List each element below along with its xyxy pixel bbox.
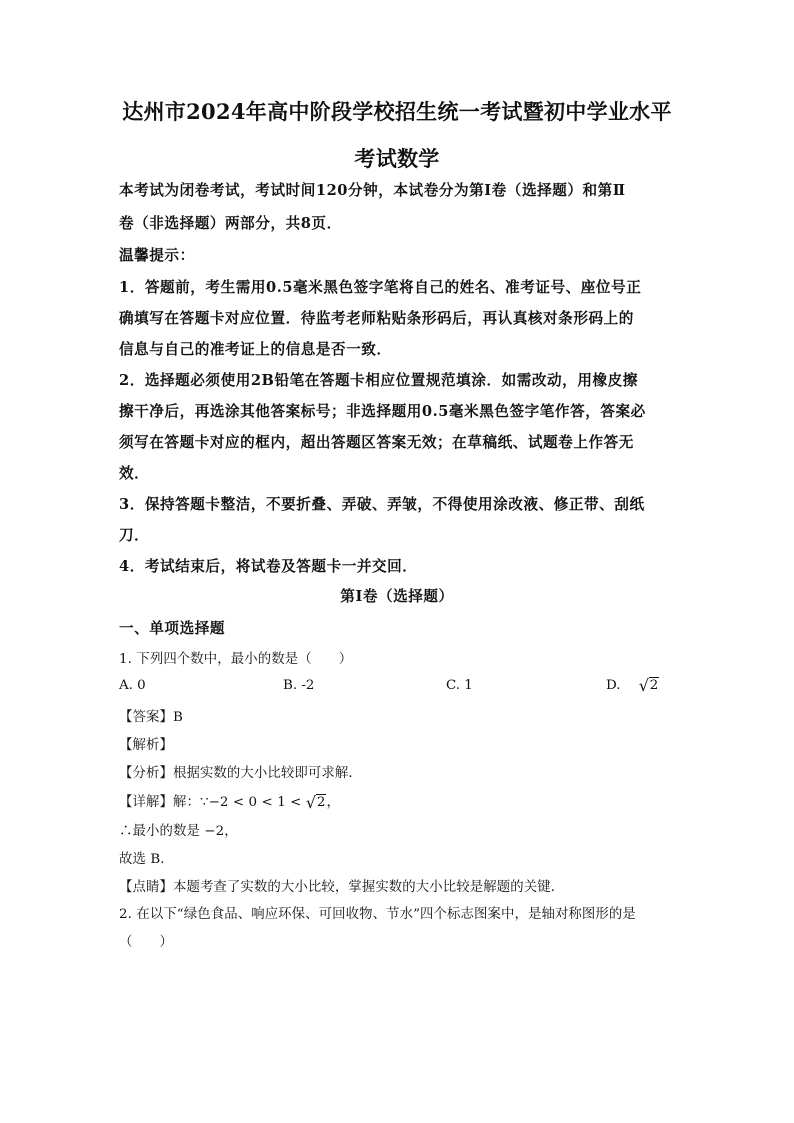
question-1-stem: 1. 下列四个数中，最小的数是（ ） — [119, 652, 353, 667]
part1-heading: 第Ⅰ卷（选择题） — [340, 588, 454, 605]
q1-analysis-heading: 【解析】 — [119, 738, 173, 753]
tips-line: 2．选择题必须使用2B铅笔在答题卡相应位置规范填涂．如需改动，用橡皮擦 — [119, 372, 638, 389]
q1-option-a: A. 0 — [119, 678, 146, 693]
q1-option-b: B. -2 — [283, 678, 315, 693]
exam-title-line2: 考试数学 — [354, 146, 440, 171]
tips-line: 信息与自己的准考证上的信息是否一致． — [119, 341, 392, 358]
q1-fenxi: 【分析】根据实数的大小比较即可求解． — [119, 766, 362, 781]
q1-dianjing: 【点睛】本题考查了实数的大小比较，掌握实数的大小比较是解题的关键． — [119, 880, 565, 895]
q1-detail — [119, 791, 679, 810]
q1-detail-suffix: ， — [326, 795, 340, 810]
sqrt-symbol: √ 2 — [638, 676, 659, 695]
sqrt-radicand: 2 — [649, 678, 659, 693]
q1-option-d — [606, 678, 659, 693]
sqrt-radicand: 2 — [316, 795, 326, 810]
q1-option-d-label: D. — [606, 678, 621, 693]
tips-line: 1．答题前，考生需用0.5毫米黑色签字笔将自己的姓名、准考证号、座位号正 — [119, 279, 642, 296]
q1-option-c: C. 1 — [446, 678, 473, 693]
q1-conclusion: ∴最小的数是 −2， — [119, 824, 238, 839]
intro-line: 卷（非选择题）两部分，共8页． — [119, 215, 342, 232]
tips-heading: 温馨提示： — [119, 247, 195, 264]
tips-line: 刀． — [119, 527, 150, 544]
tips-line: 确填写在答题卡对应位置．待监考老师粘贴条形码后，再认真核对条形码上的 — [119, 310, 634, 327]
section1-heading: 一、单项选择题 — [119, 620, 226, 637]
tips-line: 须写在答题卡对应的框内，超出答题区答案无效；在草稿纸、试题卷上作答无 — [119, 434, 634, 451]
tips-line: 擦干净后，再选涂其他答案标号；非选择题用0.5毫米黑色签字笔作答，答案必 — [119, 403, 646, 420]
q1-choose: 故选 B． — [119, 852, 174, 867]
tips-line: 3．保持答题卡整洁，不要折叠、弄破、弄皱，不得使用涂改液、修正带、刮纸 — [119, 496, 645, 513]
q1-detail-prefix: 【详解】解： — [119, 795, 200, 810]
exam-title-line1: 达州市2024年高中阶段学校招生统一考试暨初中学业水平 — [122, 99, 672, 124]
sqrt-symbol: √ 2 — [305, 793, 326, 812]
q1-detail-math: ∵−2 < 0 < 1 < — [199, 795, 306, 810]
question-2-stem-cont: （ ） — [119, 935, 173, 950]
intro-line: 本考试为闭卷考试，考试时间120分钟，本试卷分为第Ⅰ卷（选择题）和第Ⅱ — [119, 182, 626, 199]
tips-line: 4．考试结束后，将试卷及答题卡一并交回． — [119, 558, 418, 575]
q1-answer: 【答案】B — [119, 710, 183, 725]
tips-line: 效． — [119, 465, 150, 482]
question-2-stem: 2. 在以下“绿色食品、响应环保、可回收物、节水”四个标志图案中，是轴对称图形的是 — [119, 907, 636, 922]
